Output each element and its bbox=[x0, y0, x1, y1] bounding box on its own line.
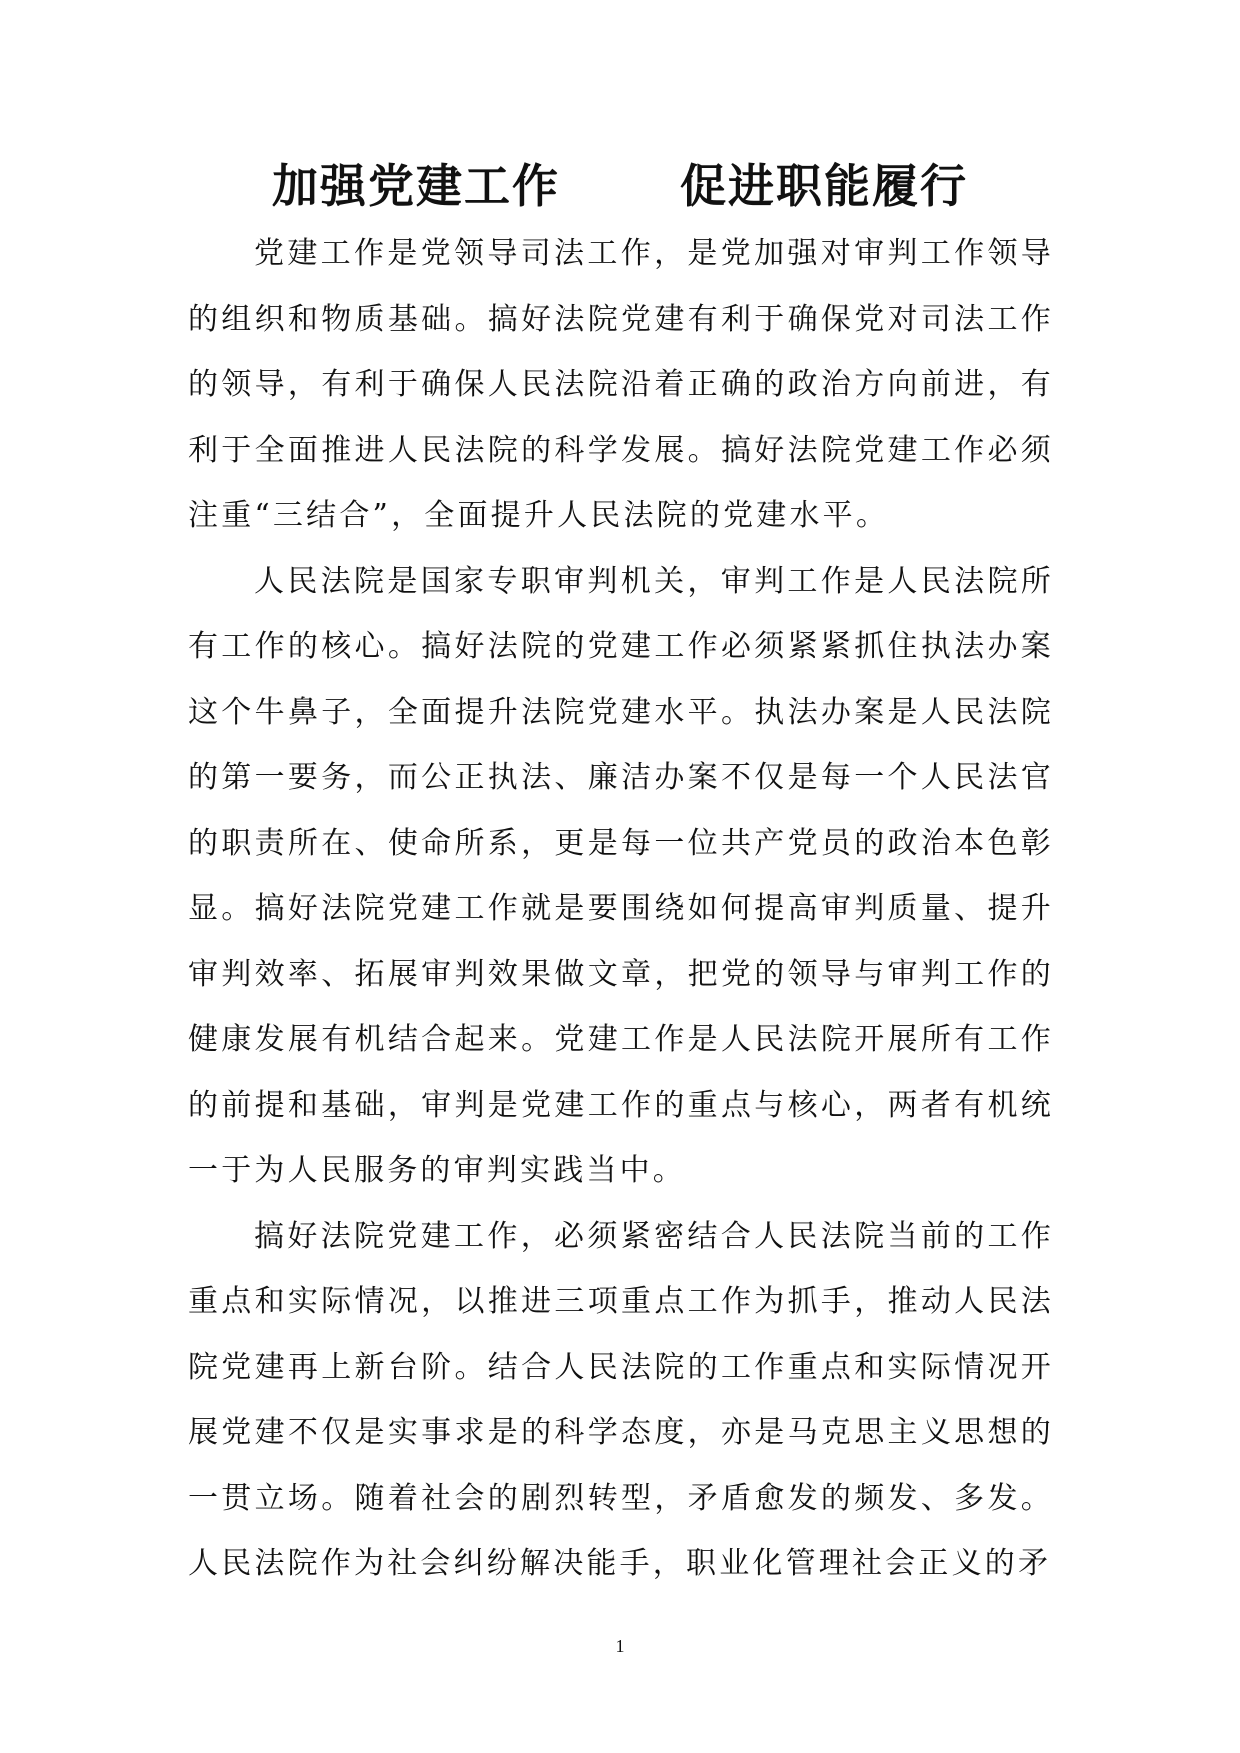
title-part-2: 促进职能履行 bbox=[680, 159, 968, 213]
page-number: 1 bbox=[615, 1636, 625, 1656]
document-body bbox=[188, 221, 1054, 1597]
document-title bbox=[190, 151, 1050, 221]
title-part-1: 加强党建工作 bbox=[272, 159, 560, 213]
paragraph-3: 搞好法院党建工作，必须紧密结合人民法院当前的工作重点和实际情况，以推进三项重点工作为抓手，推动人民法院党建再上新台阶。结合人民法院的工作重点和实际情况开展党建不仅是实事求是的科学态度，亦是马克思主义思想的一贯立场。随着社会的剧烈转型，矛盾愈发的频发、多发。人民法院作为社会纠纷解决能手，职业化管理社会正义的矛 bbox=[188, 1218, 1054, 1581]
paragraph-2: 人民法院是国家专职审判机关，审判工作是人民法院所有工作的核心。搞好法院的党建工作必须紧紧抓住执法办案这个牛鼻子，全面提升法院党建水平。执法办案是人民法院的第一要务，而公正执法、廉洁办案不仅是每一个人民法官的职责所在、使命所系，更是每一位共产党员的政治本色彰显。搞好法院党建工作就是要围绕如何提高审判质量、提升审判效率、拓展审判效果做文章，把党的领导与审判工作的健康发展有机结合起来。党建工作是人民法院开展所有工作的前提和基础，审判是党建工作的重点与核心，两者有机统一于为人民服务的审判实践当中。 bbox=[188, 563, 1054, 1188]
paragraph-1: 党建工作是党领导司法工作，是党加强对审判工作领导的组织和物质基础。搞好法院党建有利于确保党对司法工作的领导，有利于确保人民法院沿着正确的政治方向前进，有利于全面推进人民法院的科学发展。搞好法院党建工作必须注重“三结合”，全面提升人民法院的党建水平。 bbox=[188, 236, 1054, 533]
